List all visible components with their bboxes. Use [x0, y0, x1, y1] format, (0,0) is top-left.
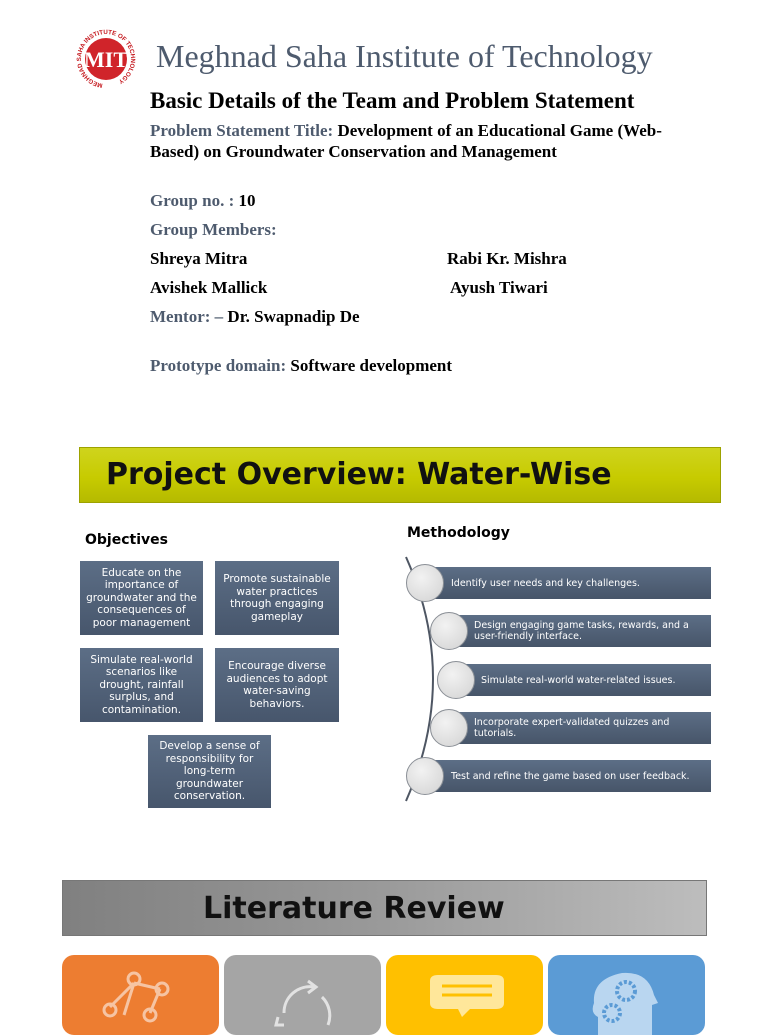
- objective-box: Promote sustainable water practices through engaging gameplay: [215, 561, 339, 635]
- institute-logo: [72, 26, 140, 90]
- overview-title: Project Overview: Water-Wise: [106, 457, 612, 492]
- objectives-label: Objectives: [85, 532, 168, 548]
- ps-label: Problem Statement Title:: [150, 121, 334, 140]
- cycle-arrows-icon: [224, 955, 381, 1035]
- member-name: Shreya Mitra: [150, 249, 248, 268]
- literature-card: [548, 955, 705, 1035]
- domain-label: Prototype domain:: [150, 356, 287, 375]
- methodology-step: Incorporate expert-validated quizzes and tutorials.: [446, 712, 711, 744]
- step-marker: [430, 709, 468, 747]
- step-marker: [437, 661, 475, 699]
- head-gears-icon: [548, 955, 705, 1035]
- objective-box: Simulate real-world scenarios like drought, rainfall surplus, and contamination.: [80, 648, 203, 722]
- domain-value: Software development: [290, 356, 453, 375]
- group-value: 10: [238, 191, 256, 210]
- network-icon: [62, 955, 219, 1035]
- mentor: [150, 307, 360, 327]
- objective-box: Educate on the importance of groundwater and the consequences of poor management: [80, 561, 203, 635]
- prototype-domain: [150, 356, 452, 376]
- methodology-step: Simulate real-world water-related issues.: [455, 664, 711, 696]
- methodology-step: Test and refine the game based on user feedback.: [420, 760, 711, 792]
- members-label: Group Members:: [150, 220, 277, 239]
- mentor-value: Dr. Swapnadip De: [227, 307, 360, 326]
- literature-review-banner: [62, 880, 707, 936]
- methodology-label: Methodology: [407, 525, 510, 541]
- literature-card: [386, 955, 543, 1035]
- group-label: Group no. :: [150, 191, 235, 210]
- literature-card: [62, 955, 219, 1035]
- methodology-step: Design engaging game tasks, rewards, and a user-friendly interface.: [446, 615, 711, 647]
- problem-statement: [150, 120, 670, 162]
- page-heading: Basic Details of the Team and Problem Statement: [150, 88, 635, 113]
- member-name: Ayush Tiwari: [450, 278, 548, 297]
- group-number: [150, 191, 256, 211]
- project-overview-banner: [79, 447, 721, 503]
- ps-value: Development of an Educational Game (Web-Based) on Groundwater Conservation and Management: [150, 121, 662, 161]
- literature-card: [224, 955, 381, 1035]
- step-marker: [430, 612, 468, 650]
- chat-bubble-icon: [386, 955, 543, 1035]
- step-marker: [406, 757, 444, 795]
- mentor-label: Mentor: –: [150, 307, 224, 326]
- svg-text:MEGHNAD SAHA INSTITUTE OF TECH: MEGHNAD SAHA INSTITUTE OF TECHNOLOGY: [76, 28, 137, 89]
- institute-name: Meghnad Saha Institute of Technology: [156, 38, 653, 74]
- methodology-step: Identify user needs and key challenges.: [420, 567, 711, 599]
- svg-text:MIT: MIT: [84, 47, 128, 72]
- step-marker: [406, 564, 444, 602]
- member-name: Rabi Kr. Mishra: [447, 249, 567, 268]
- literature-title: Literature Review: [203, 891, 505, 926]
- objective-box: Encourage diverse audiences to adopt water-saving behaviors.: [215, 648, 339, 722]
- member-name: Avishek Mallick: [150, 278, 268, 297]
- objective-box: Develop a sense of responsibility for long-term groundwater conservation.: [148, 735, 271, 808]
